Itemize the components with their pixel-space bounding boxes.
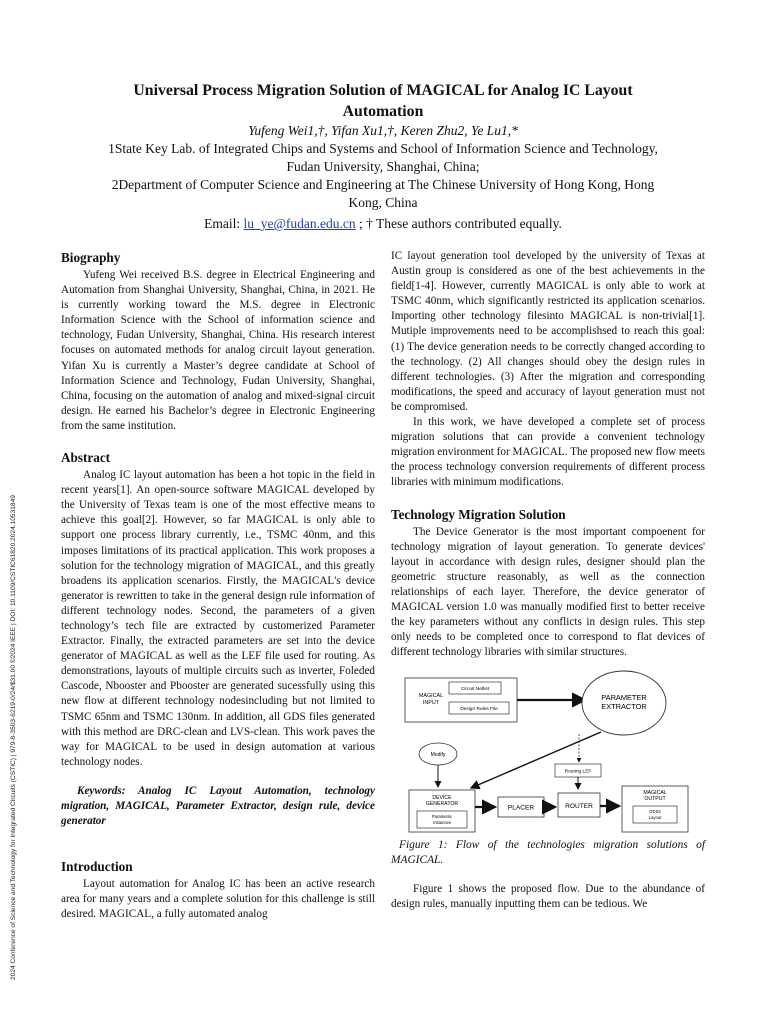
circuit-netlist-label: Circuit Netlist bbox=[460, 687, 490, 693]
modify-label: Modify bbox=[430, 752, 446, 759]
technology-migration-text: The Device Generator is the most important compoenent for technology migration of layout generation. To generate devices' layout in accordance with design rules, designer should plan the geometric structure reasonably, as well as the connection relationships of each layer. Therefore, the device generator of MAGICAL version 1.0 was manually modified first to better receive the key parameters without any conflicts in design rules. This step only needs to be completed once to correspond to flat devices of different technology libraries with similar structures. bbox=[391, 525, 705, 659]
magical-output-label-2: OUTPUT bbox=[644, 796, 666, 803]
introduction-text: Layout automation for Analog IC has been an active research area for many years and a complete solution for this challenge is still desired. MAGICAL, a fully automated analog bbox=[61, 878, 375, 921]
arrow-extractor-to-device-generator bbox=[471, 732, 601, 788]
affiliation-1 bbox=[60, 140, 706, 176]
abstract-heading: Abstract bbox=[61, 450, 111, 466]
magical-output-label-1: MAGICAL bbox=[643, 790, 667, 797]
final-paragraph: Figure 1 shows the proposed flow. Due to the abundance of design rules, manually inputting them can be tedious. We bbox=[391, 883, 705, 911]
paper-header bbox=[60, 80, 706, 233]
author-list: Yufeng Wei1,†, Yifan Xu1,†, Keren Zhu2, Ye Lu1,* bbox=[248, 123, 518, 138]
magical-input-label-1: MAGICAL bbox=[418, 693, 444, 700]
gds2-layout-label-2: Layout bbox=[648, 815, 662, 821]
parameter-extractor-label-1: PARAMETER bbox=[601, 693, 647, 703]
parameter-extractor-label-2: EXTRACTOR bbox=[601, 702, 647, 712]
device-generator-label-2: GENERATOR bbox=[425, 801, 459, 808]
affiliation-1-line-2: Fudan University, Shanghai, China; bbox=[286, 159, 480, 174]
parametric-instances-label-1: Parametric bbox=[431, 814, 453, 820]
device-generator-label-1: DEVICE bbox=[432, 795, 452, 802]
placer-label: PLACER bbox=[507, 804, 535, 812]
introduction-heading: Introduction bbox=[61, 859, 133, 875]
parametric-instances-label-2: Instances bbox=[433, 820, 451, 826]
router-label: ROUTER bbox=[565, 803, 593, 811]
intro-paragraph-2: In this work, we have developed a complete set of process migration solutions that can provide a convenient technology migration environment for MAGICAL. The proposed new flow meets the process technology conversion requirements of different process libraries with minimum modifications. bbox=[391, 416, 705, 489]
title-line-1: Universal Process Migration Solution of MAGICAL for Analog IC Layout bbox=[133, 82, 633, 99]
affiliation-1-line-1: 1State Key Lab. of Integrated Chips and Systems and School of Information Science and Technology, bbox=[108, 141, 658, 156]
keywords: Keywords: Analog IC Layout Automation, technology migration, MAGICAL, Parameter Extractor, design rule, device generator bbox=[61, 784, 375, 828]
email-label: Email: bbox=[204, 216, 244, 231]
figure-1-flow-diagram bbox=[391, 666, 705, 834]
email-link[interactable]: lu_ye@fudan.edu.cn bbox=[243, 216, 356, 231]
biography-heading: Biography bbox=[61, 250, 121, 265]
left-column bbox=[61, 250, 375, 922]
paper-title bbox=[60, 80, 706, 122]
contact-line bbox=[60, 215, 706, 233]
technology-migration-heading: Technology Migration Solution bbox=[391, 506, 566, 522]
design-rules-file-label: Design Rules File bbox=[460, 707, 498, 713]
sidebar-citation: 2024 Conference of Science and Technology for Integrated Circuits (CSTIC) | 979-8-3503-6219-0/24/$31.00 ©2024 IEEE | DOI: 10.1109/CSTIC61820.2024.10531849 bbox=[10, 495, 17, 980]
affiliation-2-line-2: Kong, China bbox=[348, 195, 418, 210]
right-column bbox=[391, 249, 705, 913]
abstract-text: Analog IC layout automation has been a hot topic in the field in recent years[1]. An open-source software MAGICAL developed by the University of Texas team is one of the most effective means to achieve this goal[2]. However, so far MAGICAL is only able to support one process library currently, i.e., TSMC 40nm, and this imposes limitations of its practical application. This work proposes a solution for the technology migration of MAGICAL, and this greatly broadens its application scenarios. Firstly, the MAGICAL's device generator is rewritten to take in the general design rule information of different technology nodes. Second, the parameters of a given technology’s tech file are extracted by customerized Parameter Extractor. Finally, the extracted parameters are set into the device generator of MAGICAL as well as the LEF file used for routing. As demonstrations, layouts of multiple circuits such as inverter, Foleded Cascode, Nbooster and Pbooster are generated sucessfully using this new flow at different technology nodesincluding but not limited to TSMC 65nm and TSMC 130nm. In addition, all GDS files generated with this method are DRC-clean and LVS-clean. This work paves the way for MAGICAL to be used in design automation at various technology nodes. bbox=[61, 469, 375, 768]
affiliation-2 bbox=[60, 176, 706, 212]
affiliation-2-line-1: 2Department of Computer Science and Engineering at The Chinese University of Hong Kong, Hong bbox=[111, 177, 655, 192]
intro-continued-text: IC layout generation tool developed by the university of Texas at Austin group is considered as one of the best achievements in the field[1-4]. However, currently MAGICAL is only able to work at TSMC 40nm, which significantly restricted its application scenarios. Importing other technology filesinto MAGICAL is non-trivial[1]. Mutiple improvements need to be accomplishsed to reach this goal: (1) The device generation needs to be correctly changed according to the technology. (2) All changes should obey the design rules in different technologies. (3) After the migration and corresponding modifications, the speed and accuracy of layout generation must not be compromised. bbox=[391, 250, 705, 413]
magical-input-label-2: INPUT bbox=[422, 700, 440, 707]
title-line-2: Automation bbox=[342, 103, 424, 120]
routing-lef-label: Routing LEF bbox=[564, 769, 592, 775]
biography-text: Yufeng Wei received B.S. degree in Electrical Engineering and Automation from Shanghai University, Shanghai, China, in 2021. He is currently working toward the M.S. degree in Electronic Information Science with the School of information science and technology, Fudan University, Shanghai, China. His research interest focuses on automated methods for analog circuit layout generation. Yifan Xu is currently a Master’s degree candidate at School of Information Science and Technology, Fudan University, Shanghai, China, focusing on the automation of analog and mixed-signal circuit design. He earned his Bachelor’s degree in Electronic Engineering from the same institution. bbox=[61, 269, 375, 432]
email-note: ; † These authors contributed equally. bbox=[355, 216, 562, 231]
gds2-layout-label-1: GDS2 bbox=[649, 809, 661, 815]
figure-1-caption: Figure 1: Flow of the technologies migration solutions of MAGICAL. bbox=[391, 839, 705, 867]
